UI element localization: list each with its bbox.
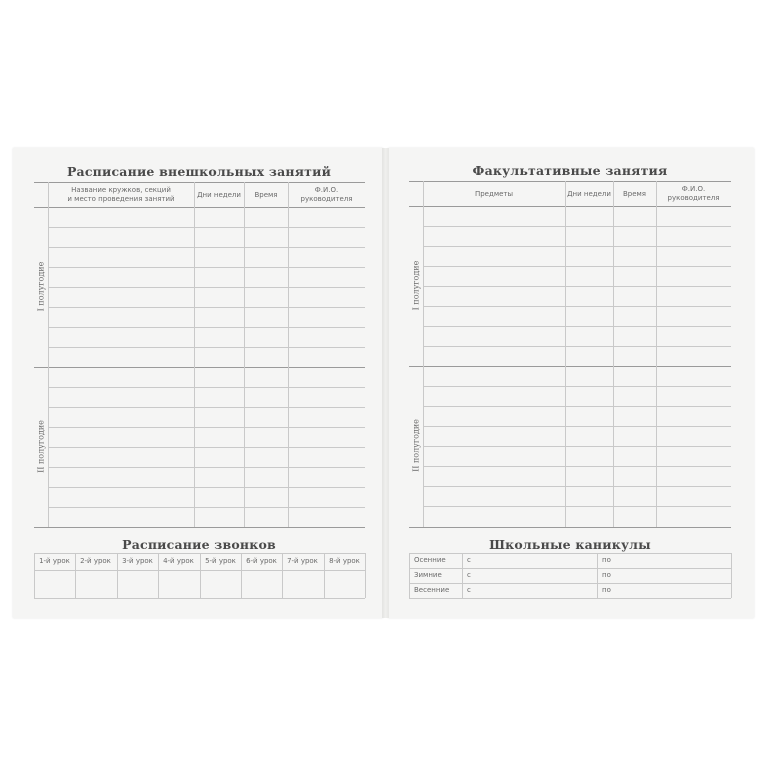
table-row-line [423,486,731,487]
lesson-label: 7-й урок [287,557,318,565]
holidays-column-line [597,553,598,598]
table-border-bottom [34,527,365,528]
table-row-line [48,427,365,428]
table-row-line [423,346,731,347]
table-row-line [423,406,731,407]
table-row-line [423,266,731,267]
table-row-line [423,386,731,387]
holidays-title: Школьные каникулы [489,537,651,552]
table-row-line [48,407,365,408]
lesson-label: 8-й урок [329,557,360,565]
electives-title: Факультативные занятия [472,163,668,178]
left-header-weekdays: Дни недели [197,190,241,199]
holiday-from-label: с [467,586,471,594]
table-row-line [423,226,731,227]
table-row-line [48,467,365,468]
table-row-line [423,466,731,467]
lesson-label: 2-й урок [80,557,111,565]
holiday-to-label: по [602,586,611,594]
left-second-half-label: II полугодие [36,420,46,473]
left-header-activity: Название кружков, секций и место проведения занятий [67,186,175,203]
right-header-subjects: Предметы [474,189,514,198]
holidays-column-line [462,553,463,598]
table-row-line [48,247,365,248]
right-first-half-label: I полугодие [411,260,421,311]
table-row-line [48,347,365,348]
left-first-half-label: I полугодие [36,261,46,312]
holiday-to-label: по [602,556,611,564]
lesson-label: 4-й урок [163,557,194,565]
holiday-season-label: Зимние [414,571,442,579]
lesson-label: 1-й урок [39,557,70,565]
table-column-line [423,181,424,527]
table-row-line [48,487,365,488]
holidays-row-line [409,553,731,554]
holidays-column-line [731,553,732,598]
half-year-divider [34,367,365,368]
electives-table [409,181,731,528]
table-header-bottom [409,206,731,207]
table-row-line [423,286,731,287]
bells-column-line [365,553,366,598]
book-gutter [382,148,389,618]
table-border-top [409,181,731,182]
left-header-leader: Ф.И.О. руководителя [300,186,353,203]
holidays-column-line [409,553,410,598]
table-row-line [423,446,731,447]
table-row-line [423,506,731,507]
extracurricular-title: Расписание внешкольных занятий [66,164,332,179]
extracurricular-table [34,182,365,528]
table-row-line [48,227,365,228]
table-column-line [613,181,614,527]
table-row-line [48,507,365,508]
holidays-table [409,553,731,598]
holiday-from-label: с [467,556,471,564]
holidays-row-line [409,598,731,599]
holiday-season-label: Весенние [414,586,450,594]
holiday-from-label: с [467,571,471,579]
table-header-bottom [34,207,365,208]
lesson-label: 6-й урок [246,557,277,565]
lesson-label: 5-й урок [205,557,236,565]
left-header-time: Время [254,190,278,199]
right-second-half-label: II полугодие [411,419,421,472]
holidays-row-line [409,583,731,584]
holiday-season-label: Осенние [414,556,446,564]
right-header-weekdays: Дни недели [567,189,611,198]
table-column-line [565,181,566,527]
half-year-divider [409,366,731,367]
table-row-line [48,327,365,328]
table-row-line [423,306,731,307]
right-header-time: Время [622,189,647,198]
table-row-line [48,387,365,388]
bells-title: Расписание звонков [122,537,276,552]
holidays-row-line [409,568,731,569]
bells-border-bottom [34,598,365,599]
table-row-line [48,267,365,268]
table-row-line [423,426,731,427]
table-column-line [656,181,657,527]
table-column-line [194,182,195,527]
table-row-line [48,287,365,288]
holiday-to-label: по [602,571,611,579]
table-row-line [423,246,731,247]
table-row-line [48,447,365,448]
table-column-line [48,182,49,527]
right-header-leader: Ф.И.О. руководителя [667,185,720,202]
table-border-bottom [409,527,731,528]
table-border-top [34,182,365,183]
table-row-line [48,307,365,308]
table-row-line [423,326,731,327]
table-column-line [244,182,245,527]
table-column-line [288,182,289,527]
lesson-label: 3-й урок [122,557,153,565]
